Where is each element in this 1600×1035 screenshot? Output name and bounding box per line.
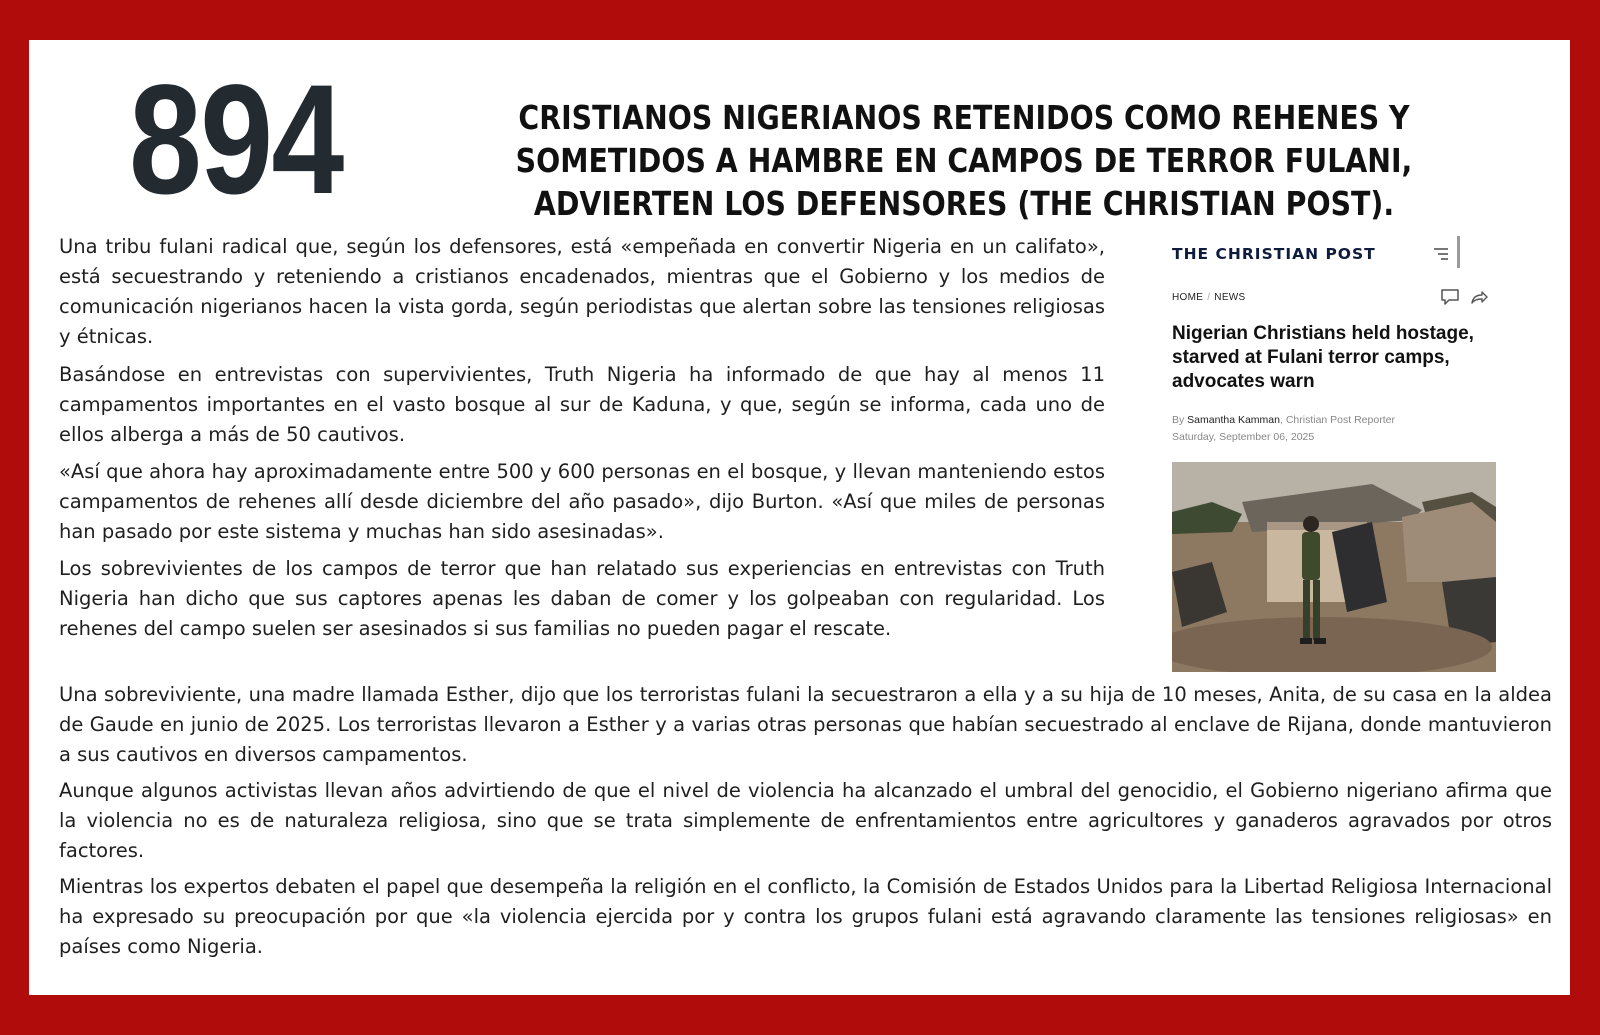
- article-date: Saturday, September 06, 2025: [1172, 431, 1315, 443]
- paragraph-7: Mientras los expertos debaten el papel que desempeña la religión en el conflicto, la Comisión de Estados Unidos para la Libertad Religiosa Internacional ha expresado su preocupación por que «la violencia ejercida por y contra los grupos fulani está agravando claramente las tensiones religiosas» en países como Nigeria.: [59, 875, 1552, 958]
- article-byline: [1172, 412, 1492, 446]
- share-icon[interactable]: [1470, 289, 1488, 305]
- author-role: , Christian Post Reporter: [1279, 414, 1395, 426]
- article-screenshot-card: [1144, 232, 1504, 676]
- paragraph-3: «Así que ahora hay aproximadamente entre 500 y 600 personas en el bosque, y llevan manteniendo estos campamentos de rehenes allí desde diciembre del año pasado», dijo Burton. «Así que miles de personas han pasado por este sistema y muchas han sido asesinadas».: [59, 460, 1105, 543]
- breadcrumb-home[interactable]: HOME: [1172, 292, 1204, 303]
- scroll-indicator: [1457, 236, 1460, 268]
- breadcrumb: HOME / NEWS: [1172, 292, 1246, 303]
- poster-frame: [29, 40, 1570, 995]
- article-photo: [1172, 462, 1496, 672]
- author-name[interactable]: Samantha Kamman: [1187, 414, 1280, 426]
- paragraph-4: Los sobrevivientes de los campos de terror que han relatado sus experiencias en entrevistas con Truth Nigeria han dicho que sus captores apenas les daban de comer y los golpeaban con regularidad. Los rehenes del campo suelen ser asesinados si sus familias no pueden pagar el rescate.: [59, 557, 1105, 640]
- menu-icon[interactable]: [1434, 248, 1448, 260]
- paragraph-2: Basándose en entrevistas con supervivientes, Truth Nigeria ha informado de que hay al menos 11 campamentos importantes en el vasto bosque al sur de Kaduna, y que, según se informa, cada uno de ellos alberga a más de 50 cautivos.: [59, 363, 1105, 446]
- headline-text: CRISTIANOS NIGERIANOS RETENIDOS COMO REHENES Y SOMETIDOS A HAMBRE EN CAMPOS DE TERROR FULANI, ADVIERTEN LOS DEFENSORES (THE CHRISTIAN POST).: [515, 98, 1413, 223]
- poster-headline: [409, 96, 1519, 225]
- paragraph-6: Aunque algunos activistas llevan años advirtiendo de que el nivel de violencia ha alcanzado el umbral del genocidio, el Gobierno nigeriano afirma que la violencia no es de naturaleza religiosa, sino que se trata simplemente de enfrentamientos entre agricultores y ganaderos agravados por otros factores.: [59, 779, 1552, 862]
- poster-number: 894: [129, 53, 343, 227]
- site-logo[interactable]: THE CHRISTIAN POST: [1172, 245, 1376, 263]
- byline-prefix: By: [1172, 414, 1188, 426]
- article-title[interactable]: Nigerian Christians held hostage, starved at Fulani terror camps, advocates warn: [1172, 323, 1474, 392]
- comment-icon[interactable]: [1440, 288, 1460, 306]
- breadcrumb-news[interactable]: NEWS: [1214, 292, 1246, 303]
- burned-village-photo: [1172, 462, 1496, 672]
- paragraph-1: Una tribu fulani radical que, según los defensores, está «empeñada en convertir Nigeria en un califato», está secuestrando y reteniendo a cristianos encadenados, mientras que el Gobierno y los medios de comunicación nigerianos hacen la vista gorda, según periodistas que alertan sobre las tensiones religiosas y étnicas.: [59, 235, 1105, 348]
- paragraph-5: Una sobreviviente, una madre llamada Esther, dijo que los terroristas fulani la secuestraron a ella y a su hija de 10 meses, Anita, de su casa en la aldea de Gaude en junio de 2025. Los terroristas llevaron a Esther y a varias otras personas que habían secuestrado al enclave de Rijana, donde mantuvieron a sus cautivos en diversos campamentos.: [59, 683, 1552, 766]
